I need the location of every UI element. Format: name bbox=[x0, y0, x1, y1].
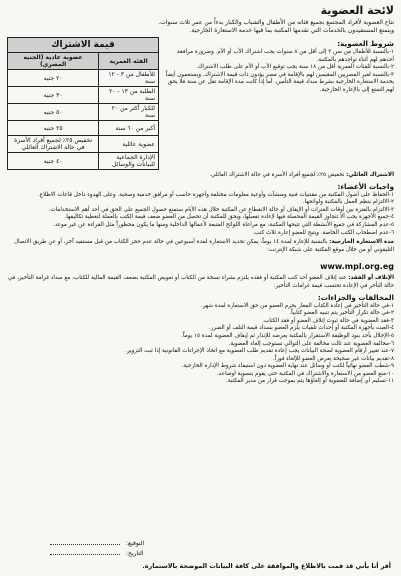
fees-table-header: قيمة الاشتراك bbox=[8, 38, 159, 53]
family-membership-section bbox=[7, 172, 394, 180]
violation-item: ٤-العبث بأجهزة المكتبة أو إحداث تلفيات يلزم العضو بسداد قيمة التلف أو الضرر. bbox=[209, 325, 394, 332]
violation-item: ٧-عند تغيير أرقام العضوية لصحة البيانات يجب إعادة تقديم طلب العضوية مع اتخاذ الإجراءات القانونية إذا ثبت التزوير. bbox=[125, 348, 394, 355]
duties-heading: واجبات الأعضاء: bbox=[337, 181, 394, 191]
family-membership-text: تخفيض ٢٥٪ لجميع أفراد الأسرة في حالة الاشتراك العائلي. bbox=[209, 172, 345, 178]
family-note: تخفيض ٢٥٪ لجميع أفراد الأسرة في حالة الاشتراك العائلي bbox=[8, 136, 99, 153]
duty-item: ٣-الالتزام بالفترة بين أوقات الفترات أو الإيقاف أو حالة الانقطاع عن المكتبة خلال هذه الأيام ستمنع حصول الجميع على الحق في أحد أهم الاستخدامات. bbox=[48, 206, 394, 213]
family-label: عضوية عائلية bbox=[99, 136, 159, 153]
conditions-section bbox=[165, 37, 394, 170]
fee-value: ٢٠ جنيه bbox=[8, 70, 99, 87]
table-row bbox=[8, 136, 159, 153]
condition-item: ١-بالنسبة للأطفال من سن ٣ إلى أقل من ٨ سنوات يجب اشتراك الأب أو الأم. وضرورة مرافقة أحدهم لهم أثناء تواجدهم بالمكتبة. bbox=[177, 49, 394, 63]
duties-section bbox=[7, 182, 394, 238]
fee-value: ٥٠ جنيه bbox=[8, 104, 99, 121]
management-fee: ٤٠ جنيه bbox=[8, 153, 99, 170]
external-loan-text: بالنسبة للإعارة لمدة ١٤ يوماً، يمكن تجديد الاستعارة لمدة أسبوعين في حالة عدم حجز الكتاب من قبل مستفيد آخر، أو عن طريق الاتصال التليفوني أو من خلال موقع المكتبة على شبكة الإنترنت: bbox=[14, 239, 394, 253]
duty-item: ٦-عدم اصطحاب الكتب الخاصة. ويتيح للعضو إعارة ثلاث كتب. bbox=[252, 229, 394, 236]
violation-item: ٩-شطب العضو نهائياً لكتب أو وسائل عند نهاية العضوية دون استيفاء شروط الإدارة الخارجية. bbox=[181, 363, 394, 370]
signature-line[interactable] bbox=[50, 544, 120, 545]
loss-section bbox=[7, 275, 394, 290]
violations-heading: المخالفات والجزاءات: bbox=[317, 292, 394, 302]
table-row bbox=[8, 87, 159, 104]
conditions-heading: شروط العضوية: bbox=[337, 39, 394, 48]
violation-item: ٨-تقديم بيانات غير صحيحة يعرض العضو للإلغاء فوراً. bbox=[272, 355, 394, 362]
loss-text: عند إتلاف العضو أحد كتب المكتبة أو فقده يلتزم بشراء نسخة من الكتاب أو تعويض المكتبة بضعف القيمة المالية للكتاب، مع سداد غرامة التأخير، في حالة التأخر في الإعادة تحتسب قيمة غرامات التأخير. bbox=[8, 275, 394, 289]
fee-category: للأطفال من ٣ - ١٢ سنة bbox=[99, 70, 159, 87]
conditions-and-fees bbox=[7, 37, 394, 170]
family-membership-heading: الاشتراك العائلي: bbox=[346, 172, 394, 178]
external-loan-heading: مدة الاستعارة الخارجية: bbox=[329, 239, 394, 246]
fees-table bbox=[7, 37, 159, 170]
violation-item: ١٠-منع العضو من الاستعارة والاشتراك في المكتبة حتى يقوم بتسوية أوضاعه. bbox=[217, 370, 394, 377]
violation-item: ١١-تسليم أي إضافة للعضوية أو إلغاؤها يتم بموجب قرار من مدير المكتبة. bbox=[225, 378, 394, 385]
fee-category: للكبار أكثر من ٢٠ سنة bbox=[99, 104, 159, 121]
date-label: التاريخ: bbox=[125, 550, 144, 557]
library-website-link[interactable]: www.mpl.org.eg bbox=[320, 262, 394, 272]
declaration-text: أقر أنا بأني قد قمت بالاطلاع والموافقة على كافة البيانات الموضحة بالاستمارة. bbox=[142, 562, 391, 570]
violation-item: ١-في حالة التأخير في إعادة الكتاب المعار يحرم العضو من حق الاستعارة لمدة شهر. bbox=[200, 302, 394, 309]
duty-item: ٥-عدم المشاركة في جميع الأنشطة التي تتيحها المكتبة، مع مراعاة اللوائح المتبعة لأعمالها الداخلية ومنها ما يكون محظوراً مثل القراءة عن غير موعد. bbox=[52, 221, 394, 228]
violation-item: ٣-فقد العضوية في حالة ثبوت إتلاف العضو أو فقد الكتاب. bbox=[262, 317, 394, 324]
intro-line: تتاح العضوية لأفراد المجتمع بجميع فئاته من الأطفال والشباب والكبار بدءاً من عمر ثلاث سنوات. bbox=[158, 19, 394, 26]
date-line[interactable] bbox=[50, 554, 120, 555]
fee-value: ٣٠ جنيه bbox=[8, 87, 99, 104]
signature-label: التوقيع: bbox=[125, 540, 145, 547]
intro bbox=[7, 19, 394, 35]
violation-item: ٦-مخالفة العضوية عند ثالث مخالفة على التوالي تستوجب إلغاء العضوية. bbox=[228, 340, 394, 347]
management-label: الإدارة الجماعية للبيانات والوسائل bbox=[99, 153, 159, 170]
duty-item: ٤-جميع الأجهزة يجب ألا تتجاوز القيمة المحصلة فيها لإعادة تفعيلها، ويحق للمكتبة أن تحصل من العضو ضعف قيمة الكتب بالعملة لتغطية تكاليفها. bbox=[64, 214, 394, 221]
condition-item: ٣-بالنسبة لغير المصريين المقيمين لهم بالإقامة في مصر يؤدون ذات قيمة الاشتراك، ويستعمون أيضاً بخدمة الاستعارة الخارجية بشرط سداد قيمة التأمين. أما إذا كانت مدة الإقامة تقل عن سنة فلا يحق لهم التمتع إلى بالإعارة الخارجية. bbox=[165, 71, 394, 93]
table-row bbox=[8, 104, 159, 121]
table-row bbox=[8, 70, 159, 87]
fee-category: الطلبة من ١٣ - ٢٠ سنة bbox=[99, 87, 159, 104]
violation-item: ٢-في حالة تكرار التأخير يتم تنبيه العضو كتابياً. bbox=[289, 310, 394, 317]
external-loan-section bbox=[7, 239, 394, 273]
signature-block bbox=[0, 539, 401, 570]
col-fee: عضوية عادية (الجنيه المصري) bbox=[8, 53, 99, 70]
violations-section bbox=[7, 293, 394, 387]
col-category: الفئة العمرية bbox=[99, 53, 159, 70]
fee-value: ٢٥ جنيه bbox=[8, 121, 99, 136]
violation-item: ٥-الإخلال بأحد بنود الوظيفة الاستقرار بالمكتبة يعرضه للإنذار ثم إيقاف العضوية لمدة ١٥ يوماً. bbox=[181, 332, 394, 339]
table-row bbox=[8, 153, 159, 170]
duty-item: ١-الحفاظ على أصول المكتبة من مقتنيات فنية ومنشآت وأوعية معلومات مختلفة وأجهزة حاسب أو مرافق خدمية وصحية. وعلى الهدوء داخل قاعات الاطلاع. bbox=[37, 191, 394, 198]
fee-category: أكبر من ٦٠ سنة bbox=[99, 121, 159, 136]
page-title: لائحة العضوية bbox=[320, 4, 394, 17]
duty-item: ٢-الالتزام بنظم العمل بالمكتبة ولوائحها. bbox=[302, 199, 394, 206]
condition-item: ٢-بالنسبة للفئات العمرية أقل من ١٨ سنة يجب توقيع الأب أو الأم على طلب الاشتراك. bbox=[196, 64, 394, 71]
intro-line: ويتمتع المستفيدون بالخدمات التي تقدمها المكتبة بما فيها خدمة الاستعارة الخارجية. bbox=[189, 27, 394, 34]
loss-heading: الإتلاف أو الفقد: bbox=[348, 275, 394, 282]
table-row bbox=[8, 121, 159, 136]
